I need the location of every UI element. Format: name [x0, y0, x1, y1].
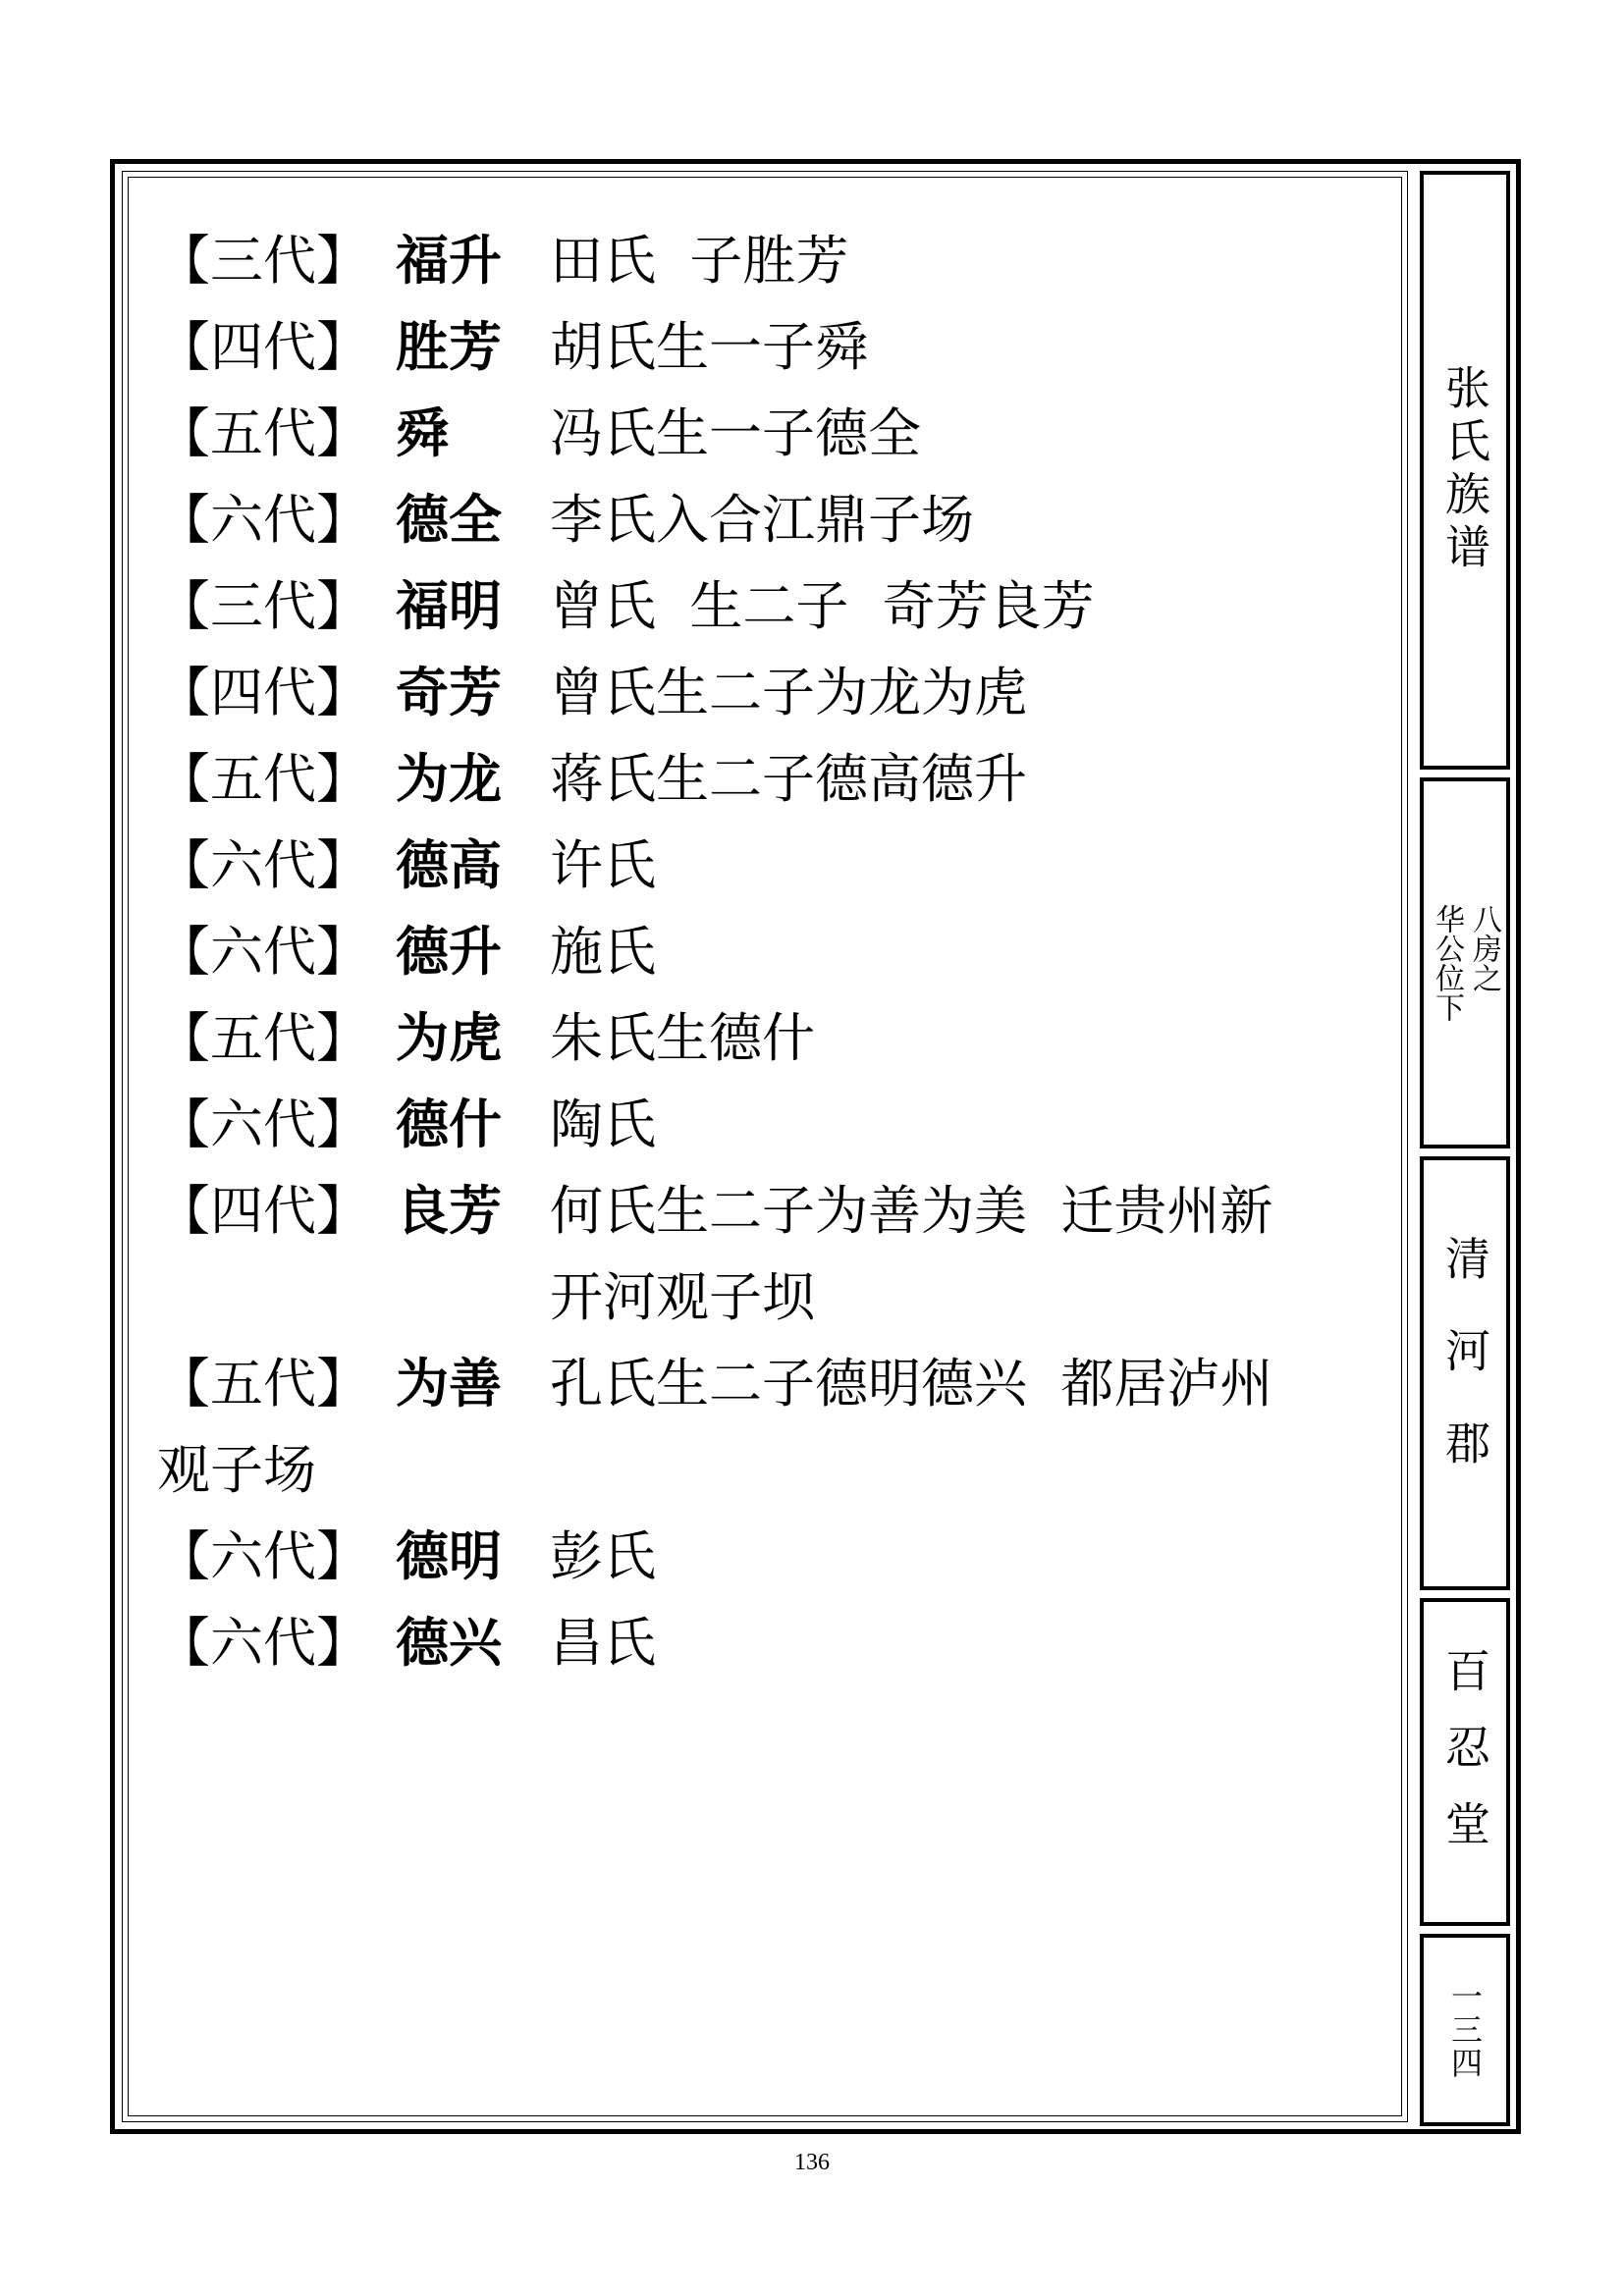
person-name: 良芳 — [396, 1180, 502, 1242]
person-description-continued: 开河观子坝 — [550, 1266, 815, 1328]
folio-box — [1420, 1934, 1510, 2126]
page-number: 136 — [794, 2150, 830, 2175]
person-description: 孔氏生二子德明德兴 都居泸州 — [550, 1353, 1273, 1415]
generation-label: 【四代】 — [157, 662, 369, 723]
person-description: 曾氏 生二子 奇芳良芳 — [550, 575, 1095, 637]
person-description: 陶氏 — [550, 1094, 656, 1155]
person-name: 德明 — [396, 1525, 502, 1587]
person-name: 德高 — [396, 834, 502, 896]
person-description: 胡氏生一子舜 — [550, 316, 868, 378]
person-description-continued: 观子场 — [157, 1439, 316, 1501]
list-item-continuation — [157, 1255, 1375, 1341]
person-description: 曾氏生二子为龙为虎 — [550, 662, 1027, 723]
person-description: 冯氏生一子德全 — [550, 402, 921, 464]
hall-box — [1420, 1156, 1510, 1590]
folio-number: 一三四 — [1446, 1980, 1484, 2080]
generation-label: 【六代】 — [157, 489, 369, 551]
person-name: 德兴 — [396, 1612, 502, 1674]
person-description: 许氏 — [550, 834, 656, 896]
tang-name: 百忍堂 — [1438, 1647, 1491, 1877]
list-item — [157, 1514, 1375, 1600]
genealogy-entries — [157, 218, 1375, 1686]
branch-line-2: 华公位下 — [1430, 904, 1464, 1022]
list-item — [157, 477, 1375, 563]
list-item — [157, 563, 1375, 650]
generation-label: 【三代】 — [157, 230, 369, 292]
person-name: 德什 — [396, 1094, 502, 1155]
person-name: 福升 — [396, 230, 502, 292]
person-description: 何氏生二子为善为美 迁贵州新 — [550, 1180, 1273, 1242]
person-name: 德全 — [396, 489, 502, 551]
list-item — [157, 1168, 1375, 1255]
person-name: 德升 — [396, 921, 502, 983]
list-item — [157, 1341, 1375, 1427]
hall-name: 清河郡 — [1438, 1235, 1491, 1512]
list-item — [157, 909, 1375, 995]
branch-line-1: 八房之 — [1467, 904, 1501, 992]
list-item — [157, 1082, 1375, 1168]
person-description: 朱氏生德什 — [550, 1007, 815, 1069]
list-item — [157, 650, 1375, 736]
generation-label: 【四代】 — [157, 316, 369, 378]
person-name: 胜芳 — [396, 316, 502, 378]
generation-label: 【五代】 — [157, 748, 369, 810]
list-item — [157, 391, 1375, 477]
title-box — [1420, 171, 1510, 770]
person-description: 田氏 子胜芳 — [550, 230, 849, 292]
person-description: 昌氏 — [550, 1612, 656, 1674]
generation-label: 【六代】 — [157, 1525, 369, 1587]
person-description: 李氏入合江鼎子场 — [550, 489, 974, 551]
generation-label: 【五代】 — [157, 1007, 369, 1069]
list-item — [157, 995, 1375, 1082]
person-name: 奇芳 — [396, 662, 502, 723]
person-name: 舜 — [396, 402, 449, 464]
generation-label: 【五代】 — [157, 402, 369, 464]
person-name: 福明 — [396, 575, 502, 637]
list-item-continuation — [157, 1427, 1375, 1514]
tang-box — [1420, 1598, 1510, 1926]
list-item — [157, 218, 1375, 304]
generation-label: 【四代】 — [157, 1180, 369, 1242]
generation-label: 【六代】 — [157, 921, 369, 983]
genealogy-title: 张氏族谱 — [1438, 364, 1491, 576]
person-description: 施氏 — [550, 921, 656, 983]
person-description: 蒋氏生二子德高德升 — [550, 748, 1027, 810]
branch-box — [1420, 777, 1510, 1148]
generation-label: 【三代】 — [157, 575, 369, 637]
side-column — [1408, 159, 1521, 2134]
list-item — [157, 736, 1375, 823]
list-item — [157, 304, 1375, 391]
person-name: 为善 — [396, 1353, 502, 1415]
person-description: 彭氏 — [550, 1525, 656, 1587]
generation-label: 【五代】 — [157, 1353, 369, 1415]
person-name: 为虎 — [396, 1007, 502, 1069]
generation-label: 【六代】 — [157, 1094, 369, 1155]
generation-label: 【六代】 — [157, 834, 369, 896]
list-item — [157, 823, 1375, 909]
generation-label: 【六代】 — [157, 1612, 369, 1674]
person-name: 为龙 — [396, 748, 502, 810]
list-item — [157, 1600, 1375, 1686]
